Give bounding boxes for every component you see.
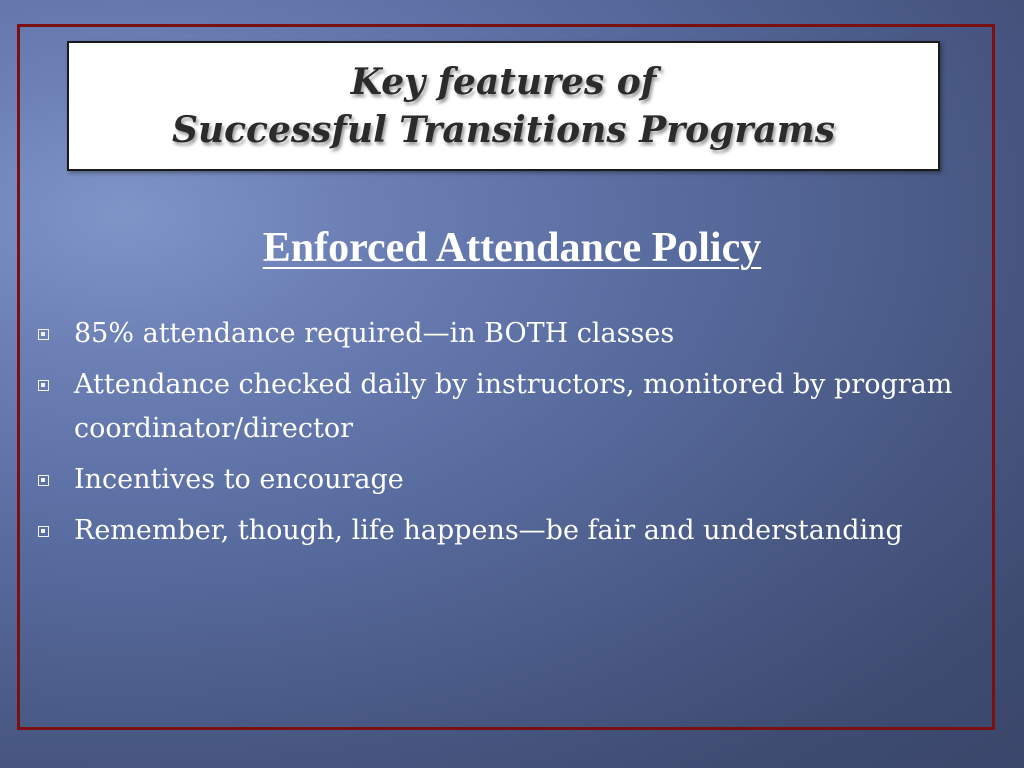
- title-line-2: Successful Transitions Programs: [171, 109, 836, 151]
- bullet-item: [36, 509, 956, 553]
- square-bullet-icon: [38, 475, 49, 486]
- square-bullet-icon: [38, 329, 49, 340]
- bullet-item: [36, 458, 956, 502]
- title-line-1: Key features of: [350, 61, 657, 103]
- subtitle-text: Enforced Attendance Policy: [262, 225, 762, 271]
- bullet-text: 85% attendance required—in BOTH classes: [74, 318, 675, 349]
- bullet-item: [36, 312, 956, 356]
- square-bullet-icon: [38, 380, 49, 391]
- title-box: [67, 41, 940, 171]
- bullet-text: Remember, though, life happens—be fair and understanding: [74, 515, 903, 546]
- bullet-text: Attendance checked daily by instructors, monitored by program coordinator/director: [74, 369, 953, 444]
- slide-subtitle: [0, 222, 1024, 274]
- square-bullet-icon: [38, 526, 49, 537]
- bullet-text: Incentives to encourage: [74, 464, 404, 495]
- bullet-list: [36, 312, 956, 560]
- bullet-item: [36, 363, 956, 451]
